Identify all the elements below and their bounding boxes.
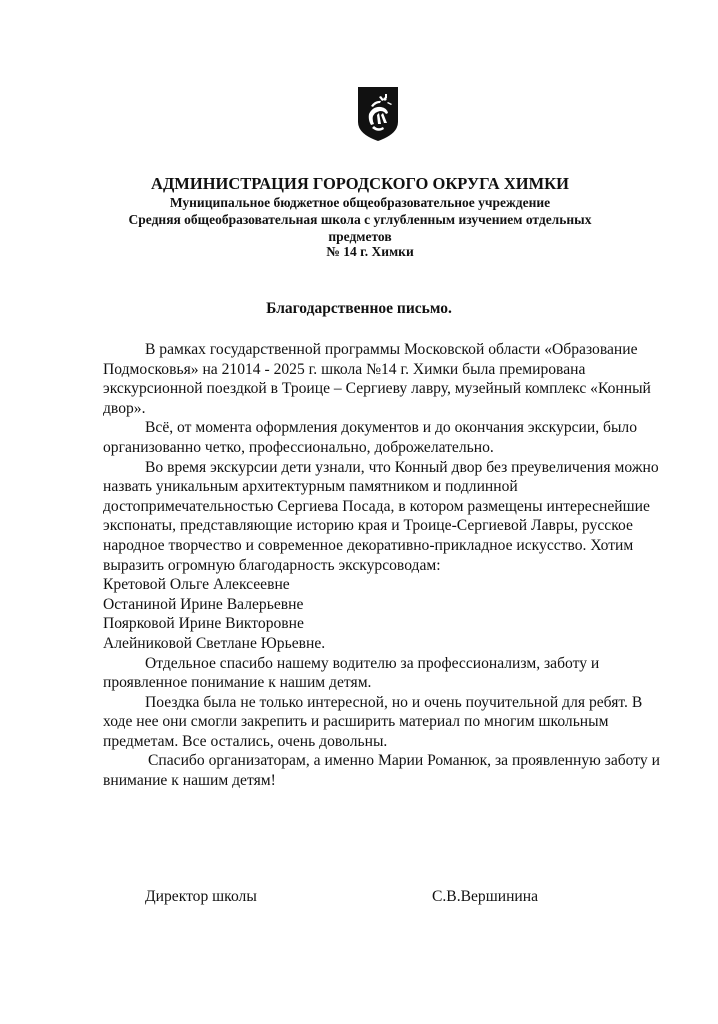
signature-name: С.В.Вершинина xyxy=(432,888,539,905)
coat-of-arms-emblem xyxy=(357,86,399,142)
guide-name: Кретовой Ольге Алексеевне xyxy=(103,576,290,594)
paragraph-excursion: Во время экскурсии дети узнали, что Конный двор без преувеличения можно назвать уникальным архитектурным памятником и подлинной достопримечательностью Сергиева Посада, в котором размещены интереснейшие экспонаты, представляющие историю края и Троице-Сергиевой Лавры, русское народное творчество и современное декоративно-прикладное искусство. Хотим выразить огромную благодарность экскурсоводам: xyxy=(103,458,659,574)
paragraph-organizer-thanks: Спасибо организаторам, а именно Марии Романюк, за проявленную заботу и внимание к нашим детям! xyxy=(103,752,660,790)
school-number: № 14 г. Химки xyxy=(326,244,414,259)
letter-body xyxy=(103,340,663,791)
school-name: Средняя общеобразовательная школа с углубленным изучением отдельных xyxy=(128,212,592,227)
guide-name: Поярковой Ирине Викторовне xyxy=(103,615,304,633)
signature-role: Директор школы xyxy=(145,888,257,905)
letter-title: Благодарственное письмо. xyxy=(266,300,452,317)
paragraph-program: В рамках государственной программы Московской области «Образование Подмосковья» на 21014 - 2025 г. школа №14 г. Химки была премирована экскурсионной поездкой в Троице – Сергиеву лавру, музейный комплекс «Конный двор». xyxy=(103,341,651,417)
administration-title: АДМИНИСТРАЦИЯ ГОРОДСКОГО ОКРУГА ХИМКИ xyxy=(151,174,569,193)
paragraph-driver-thanks: Отдельное спасибо нашему водителю за профессионализм, заботу и проявленное понимание к нашим детям. xyxy=(103,654,600,692)
school-name-continued: предметов xyxy=(328,229,392,244)
paragraph-organization: Всё, от момента оформления документов и до окончания экскурсии, было организованно четко, профессионально, доброжелательно. xyxy=(103,419,638,456)
guide-name: Алейниковой Светлане Юрьевне. xyxy=(103,634,326,652)
institution-type: Муниципальное бюджетное общеобразовательное учреждение xyxy=(169,195,551,210)
paragraph-trip-summary: Поездка была не только интересной, но и очень поучительной для ребят. В ходе нее они смогли закрепить и расширить материал по многим школьным предметам. Все остались, очень довольны. xyxy=(103,693,643,750)
guide-name: Останиной Ирине Валерьевне xyxy=(103,595,304,613)
